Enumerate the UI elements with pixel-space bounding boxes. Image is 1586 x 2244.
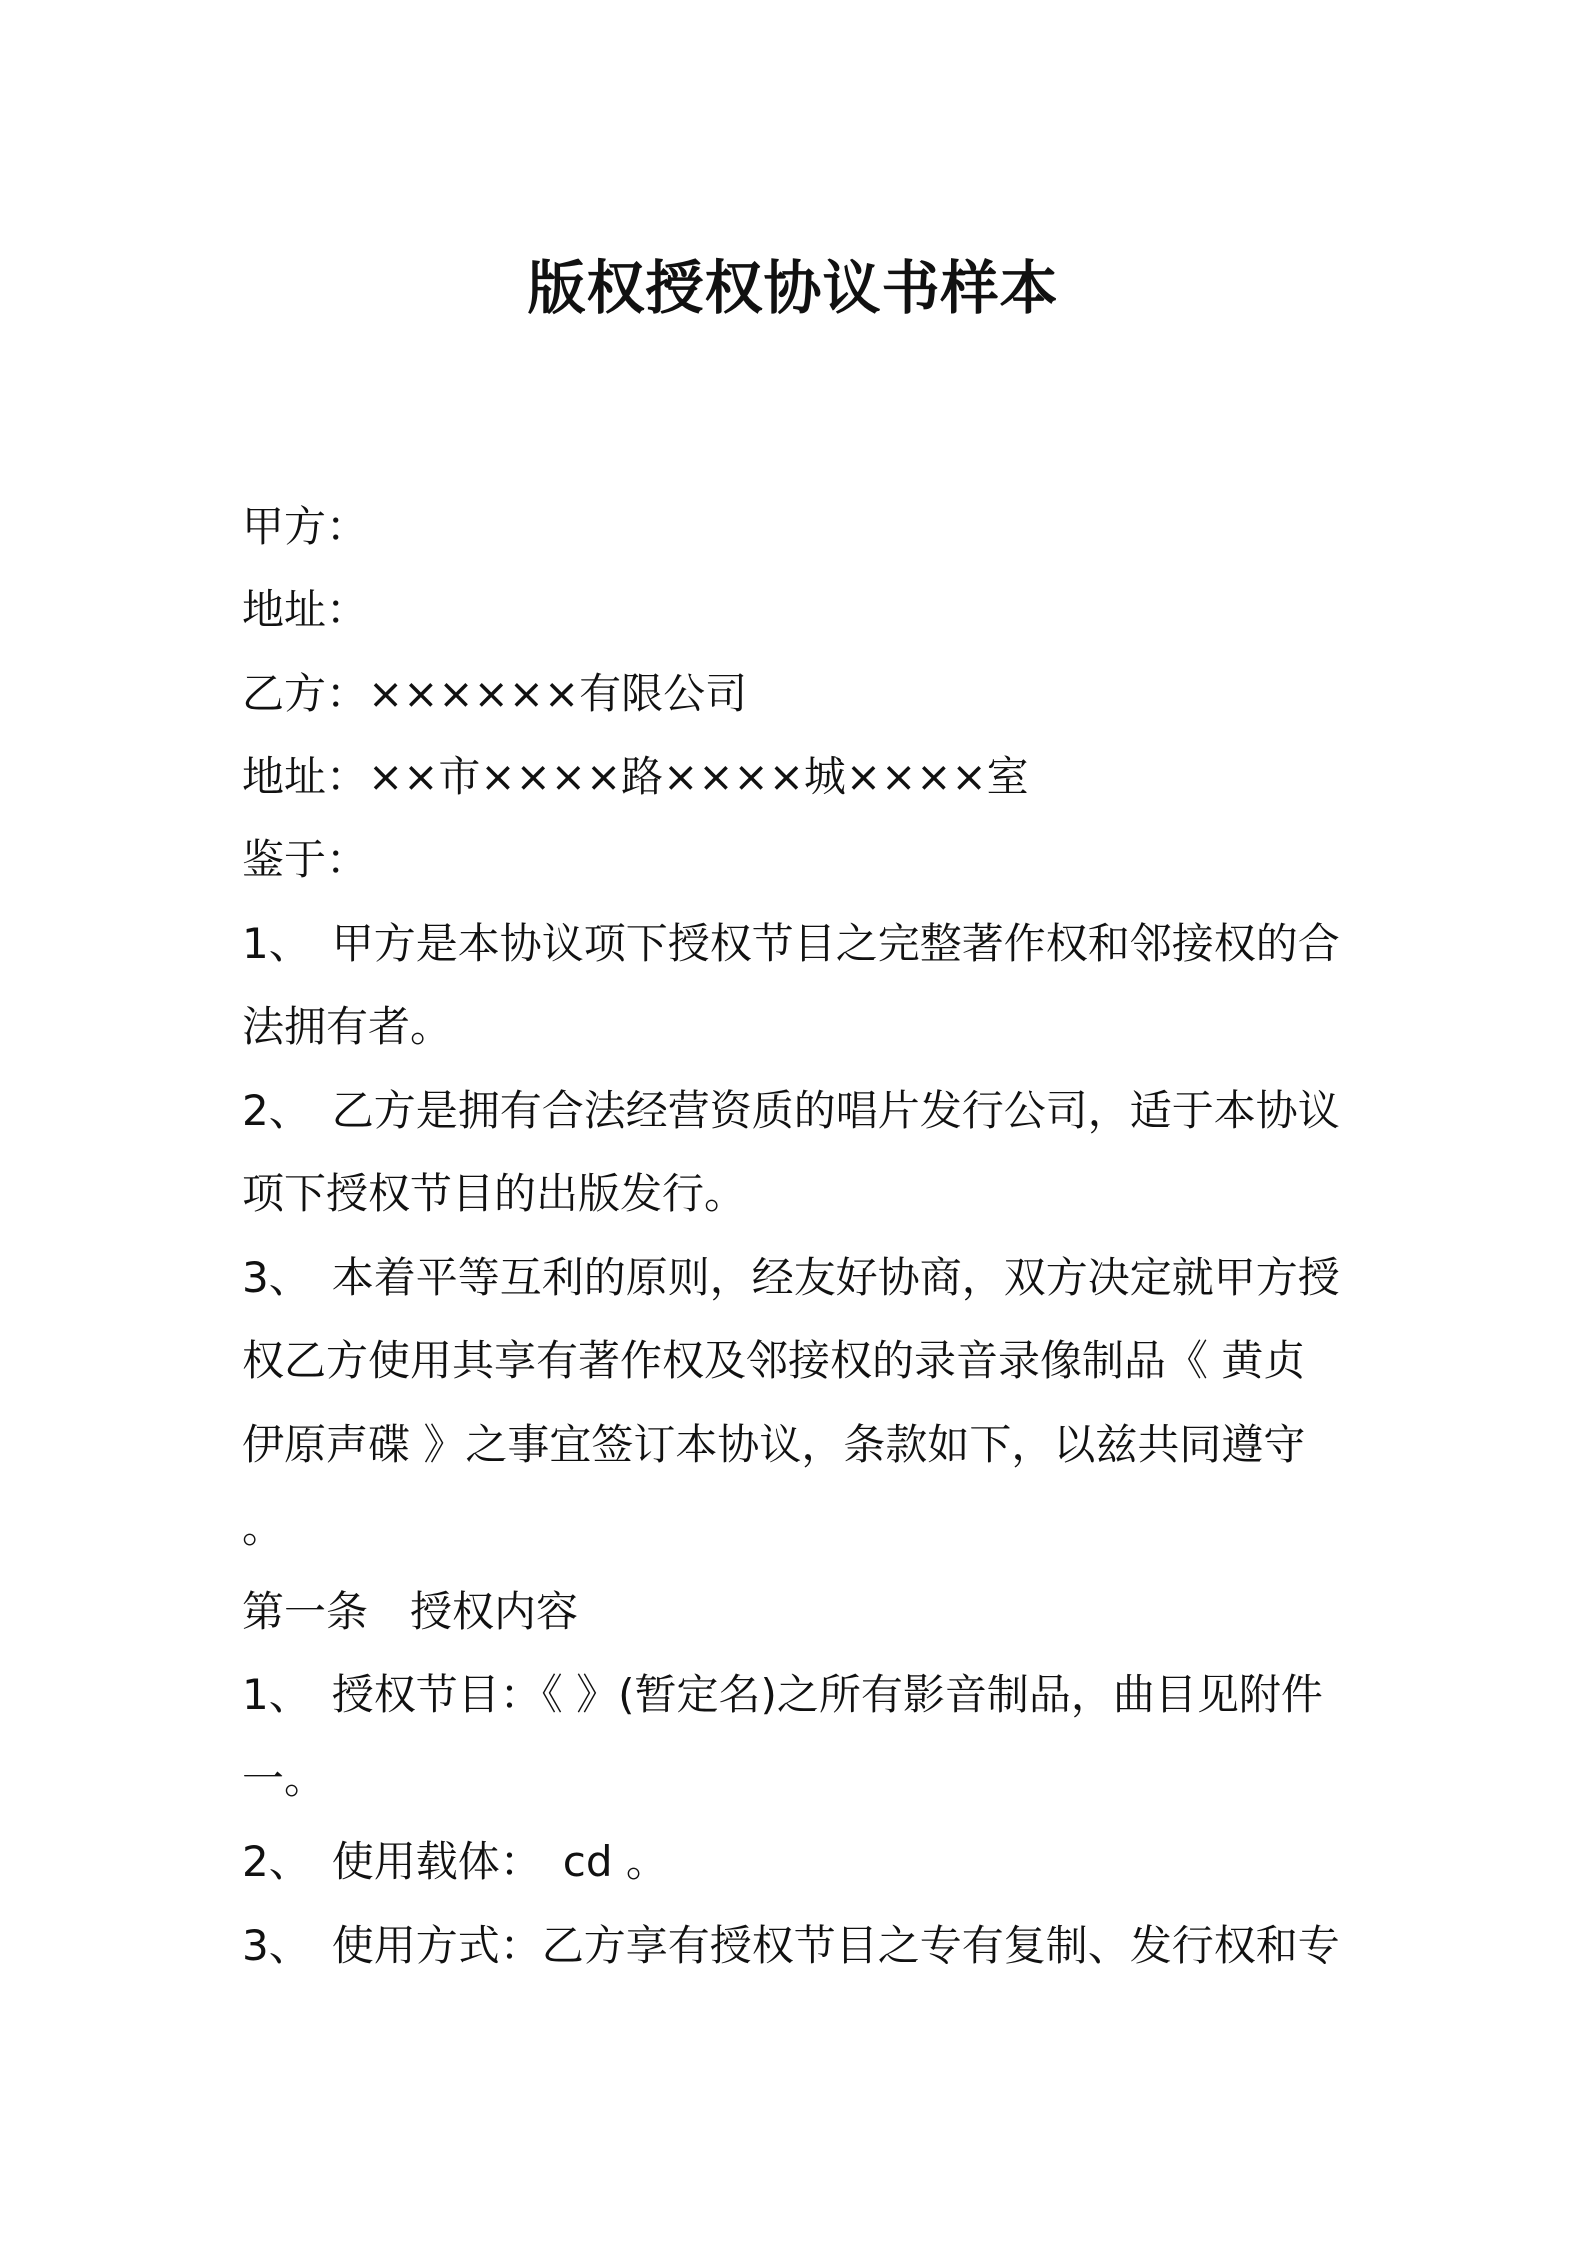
article-one-heading: 第一条 授权内容 — [242, 1587, 579, 1636]
clause-line: 1、 甲方是本协议项下授权节目之完整著作权和邻接权的合 — [242, 919, 1340, 968]
clause-line: 1、 授权节目：《 》(暂定名)之所有影音制品，曲目见附件 — [242, 1670, 1323, 1719]
clause-line: 伊原声碟 》之事宜签订本协议，条款如下，以兹共同遵守 — [242, 1420, 1306, 1469]
clause-line: 2、 使用载体： cd 。 — [242, 1837, 668, 1886]
clause-line: 权乙方使用其享有著作权及邻接权的录音录像制品《 黄贞 — [242, 1336, 1306, 1385]
clause-line: 3、 使用方式：乙方享有授权节目之专有复制、发行权和专 — [242, 1921, 1340, 1970]
party-a-address: 地址： — [242, 585, 369, 634]
clause-line: 3、 本着平等互利的原则，经友好协商，双方决定就甲方授 — [242, 1253, 1340, 1302]
party-a-label: 甲方： — [242, 502, 369, 551]
party-b-label: 乙方：××××××有限公司 — [242, 669, 748, 718]
party-b-address: 地址：××市××××路××××城××××室 — [242, 752, 1029, 801]
clause-line: 2、 乙方是拥有合法经营资质的唱片发行公司，适于本协议 — [242, 1086, 1340, 1135]
clause-line: 一。 — [242, 1754, 327, 1803]
clause-line: 法拥有者。 — [242, 1002, 453, 1051]
document-title: 版权授权协议书样本 — [527, 254, 1059, 322]
whereas-heading: 鉴于： — [242, 835, 369, 884]
clause-line: 项下授权节目的出版发行。 — [242, 1169, 747, 1218]
clause-line: 。 — [242, 1503, 285, 1552]
